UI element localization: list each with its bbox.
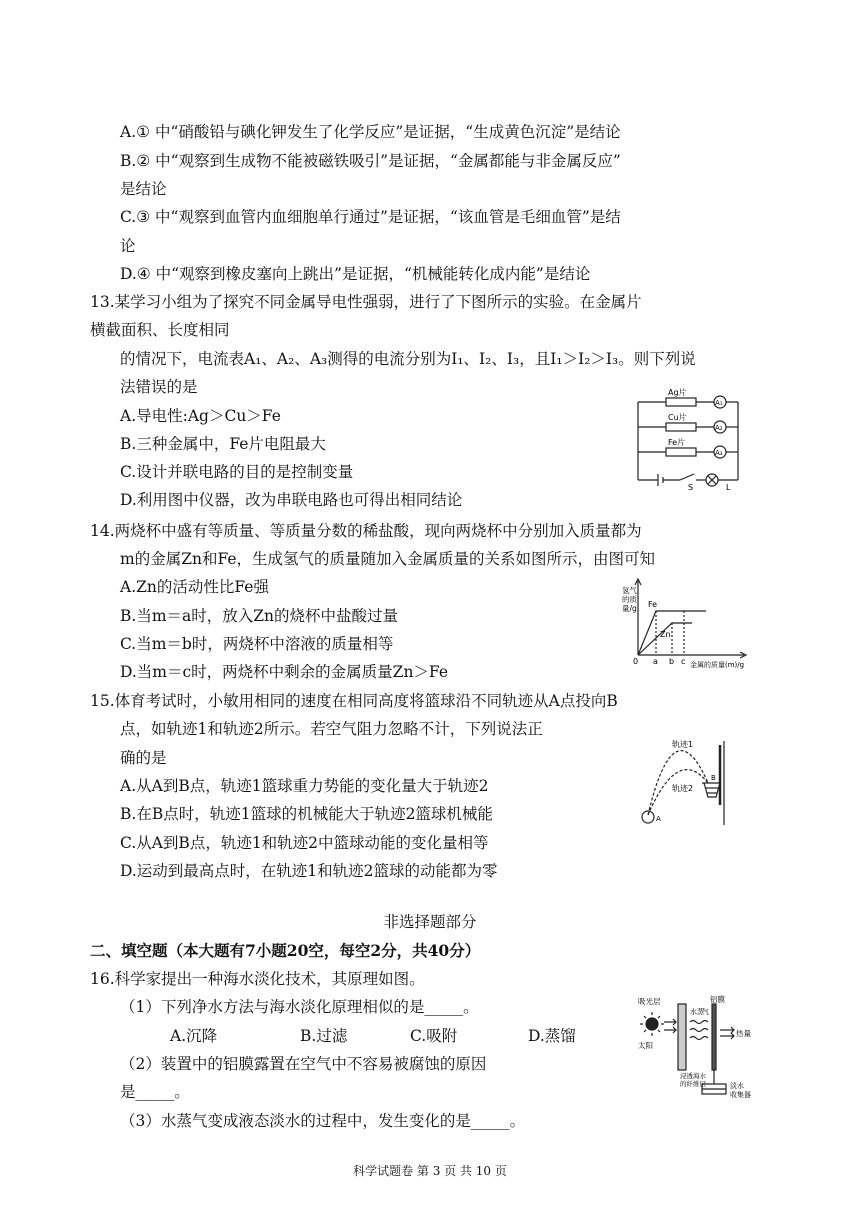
q16-option-b: B.过滤 bbox=[300, 1027, 348, 1045]
ammeter-a2: A₂ bbox=[715, 424, 723, 432]
fe-label: Fe片 bbox=[668, 438, 686, 447]
part2-heading: 二、填空题（本大题有7小题20空，每空2分，共40分） bbox=[90, 941, 481, 960]
point-a-label: A bbox=[656, 815, 661, 823]
q16-stem: 16.科学家提出一种海水淡化技术，其原理如图。 bbox=[90, 970, 425, 988]
absorber-label: 吸光层 bbox=[638, 997, 661, 1006]
al-film-label: 铝膜 bbox=[710, 995, 725, 1004]
q16-option-a: A.沉降 bbox=[170, 1027, 218, 1045]
q14-stem: 14.两烧杯中盛有等质量、等质量分数的稀盐酸，现向两烧杯中分别加入质量都为 bbox=[90, 522, 642, 540]
q16-option-d: D.蒸馏 bbox=[528, 1027, 576, 1045]
q15-stem: 15.体育考试时，小敏用相同的速度在相同高度将篮球沿不同轨迹从A点投向B bbox=[90, 692, 618, 710]
tick-c: c bbox=[681, 657, 686, 666]
q13-option-c: C.设计并联电路的目的是控制变量 bbox=[120, 463, 354, 481]
ammeter-a1: A₁ bbox=[715, 399, 723, 407]
lamp-label: L bbox=[726, 483, 731, 490]
q14-option-a: A.Zn的活动性比Fe强 bbox=[120, 578, 269, 596]
seawater-label-2: 的纤维层 bbox=[680, 1080, 706, 1088]
q12-option-b-cont: 是结论 bbox=[120, 180, 167, 198]
q13-stem-cont3: 法错误的是 bbox=[120, 378, 198, 396]
x-axis-label: 金属的质量(m)/g bbox=[690, 661, 745, 669]
track-1-label: 轨迹1 bbox=[672, 740, 694, 749]
ag-label: Ag片 bbox=[668, 388, 687, 397]
q13-option-b: B.三种金属中，Fe片电阻最大 bbox=[120, 435, 326, 453]
q16-sub2-cont: 是_____。 bbox=[120, 1083, 190, 1101]
q15-option-b: B.在B点时，轨迹1篮球的机械能大于轨迹2篮球机械能 bbox=[120, 805, 493, 823]
q12-option-c: C.③ 中“观察到血管内血细胞单行通过”是证据，“该血管是毛细血管”是结 bbox=[120, 208, 621, 226]
sun-label: 太阳 bbox=[638, 1041, 653, 1050]
q14-option-b: B.当m＝a时，放入Zn的烧杯中盐酸过量 bbox=[120, 607, 399, 625]
q15-stem-cont: 点，如轨迹1和轨迹2所示。若空气阻力忽略不计，下列说法正 bbox=[120, 720, 543, 738]
heat-label: 热量 bbox=[736, 1029, 751, 1038]
cu-label: Cu片 bbox=[668, 413, 687, 422]
tick-b: b bbox=[669, 657, 675, 666]
y-axis-label-1: 氢气 bbox=[622, 586, 637, 595]
point-b-label: B bbox=[711, 774, 716, 782]
q14-stem-cont: m的金属Zn和Fe，生成氢气的质量随加入金属质量的关系如图所示，由图可知 bbox=[120, 550, 656, 568]
q13-option-a: A.导电性:Ag＞Cu＞Fe bbox=[120, 407, 281, 425]
track-2-label: 轨迹2 bbox=[672, 784, 694, 793]
ammeter-a3: A₃ bbox=[715, 449, 723, 457]
basketball-trajectory-figure bbox=[636, 725, 736, 830]
fresh-label-1: 淡水 bbox=[730, 1082, 744, 1090]
q15-stem-cont2: 确的是 bbox=[120, 749, 167, 767]
vapor-label-2: 气 bbox=[702, 1008, 709, 1016]
q12-option-b: B.② 中“观察到生成物不能被磁铁吸引”是证据，“金属都能与非金属反应” bbox=[120, 152, 621, 170]
q13-option-d: D.利用图中仪器，改为串联电路也可得出相同结论 bbox=[120, 491, 463, 509]
page-footer: 科学试题卷 第 3 页 共 10 页 bbox=[353, 1164, 507, 1178]
q14-option-d: D.当m＝c时，两烧杯中剩余的金属质量Zn＞Fe bbox=[120, 663, 449, 681]
hydrogen-mass-graph bbox=[622, 575, 762, 670]
q16-sub1: （1）下列净水方法与海水淡化原理相似的是_____。 bbox=[120, 998, 479, 1016]
y-axis-label-2: 的质 bbox=[622, 595, 637, 604]
q14-option-c: C.当m＝b时，两烧杯中溶液的质量相等 bbox=[120, 635, 394, 653]
q13-stem-cont: 横截面积、长度相同 bbox=[90, 321, 230, 339]
q12-option-a: A.① 中“硝酸铅与碘化钾发生了化学反应”是证据，“生成黄色沉淀”是结论 bbox=[120, 123, 621, 141]
fresh-label-2: 收集器 bbox=[730, 1091, 751, 1099]
vapor-label-1: 水蒸 bbox=[690, 1008, 704, 1016]
tick-a: a bbox=[653, 657, 658, 666]
desalination-figure bbox=[636, 994, 766, 1100]
q16-option-c: C.吸附 bbox=[410, 1027, 458, 1045]
q16-sub3: （3）水蒸气变成液态淡水的过程中，发生变化的是_____。 bbox=[120, 1112, 526, 1130]
origin-label: 0 bbox=[633, 657, 639, 666]
q12-option-d: D.④ 中“观察到橡皮塞向上跳出”是证据，“机械能转化成内能”是结论 bbox=[120, 265, 591, 283]
q12-option-c-cont: 论 bbox=[120, 237, 136, 255]
q15-option-c: C.从A到B点，轨迹1和轨迹2中篮球动能的变化量相等 bbox=[120, 834, 489, 852]
q15-option-a: A.从A到B点，轨迹1篮球重力势能的变化量大于轨迹2 bbox=[120, 777, 489, 795]
q13-stem: 13.某学习小组为了探究不同金属导电性强弱，进行了下图所示的实验。在金属片 bbox=[90, 293, 642, 311]
zn-curve-label: Zn bbox=[660, 630, 671, 639]
parallel-circuit-figure bbox=[628, 382, 746, 490]
switch-label: S bbox=[688, 483, 694, 490]
q15-option-d: D.运动到最高点时，在轨迹1和轨迹2篮球的动能都为零 bbox=[120, 862, 498, 880]
q16-sub2: （2）装置中的铝膜露置在空气中不容易被腐蚀的原因 bbox=[120, 1055, 487, 1073]
q13-stem-cont2: 的情况下，电流表A₁、A₂、A₃测得的电流分别为I₁、I₂、I₃，且I₁＞I₂＞I₃。则下列说 bbox=[120, 350, 696, 368]
seawater-label-1: 浸透海水 bbox=[680, 1072, 706, 1080]
nonchoice-section-title: 非选择题部分 bbox=[383, 913, 477, 931]
y-axis-label-3: 量/g bbox=[622, 604, 637, 613]
fe-curve-label: Fe bbox=[648, 600, 658, 609]
